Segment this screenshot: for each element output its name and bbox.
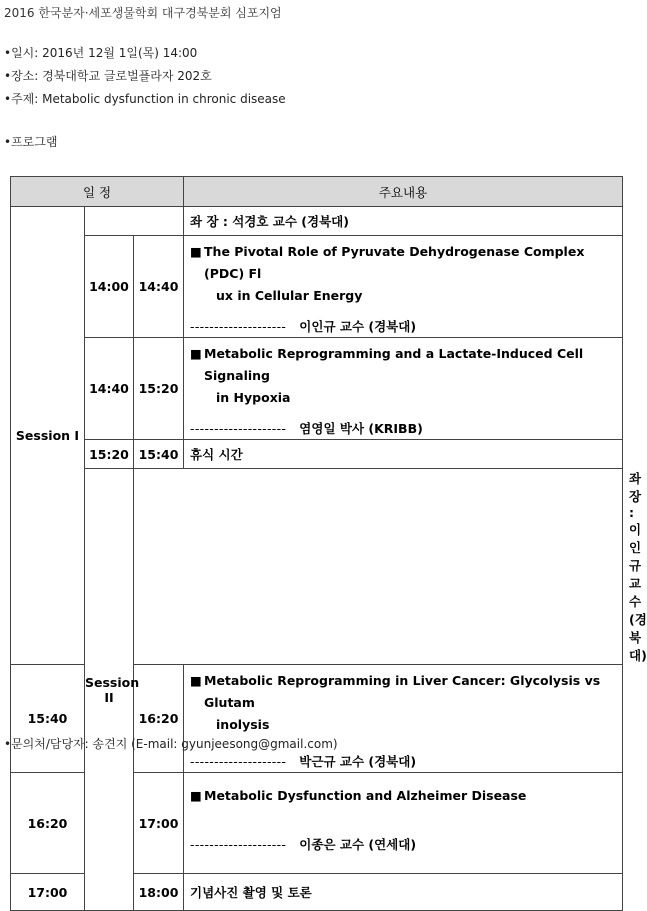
session-chair: 좌 장 : 석경호 교수 (경북대) bbox=[184, 207, 623, 236]
talk-title: ■ Metabolic Dysfunction and Alzheimer Disease bbox=[190, 773, 618, 807]
session-label: Session I bbox=[11, 207, 85, 665]
talk-cell bbox=[184, 236, 623, 338]
start-time: 14:00 bbox=[85, 236, 134, 338]
content-header: 주요내용 bbox=[184, 177, 623, 207]
end-time: 15:20 bbox=[134, 338, 184, 440]
closing-label: 기념사진 촬영 및 토론 bbox=[184, 874, 623, 911]
event-place: •장소: 경북대학교 글로벌플라자 202호 bbox=[4, 69, 212, 83]
talk-speaker: -------------------- 이종은 교수 (연세대) bbox=[190, 837, 417, 852]
talk-cell bbox=[184, 665, 623, 773]
square-bullet-icon: ■ bbox=[190, 788, 202, 803]
start-time: 16:20 bbox=[11, 773, 85, 874]
start-time: 14:40 bbox=[85, 338, 134, 440]
session-label: Session II bbox=[85, 469, 134, 911]
break-label: 휴식 시간 bbox=[184, 440, 623, 469]
document-title: 2016 한국분자·세포생물학회 대구경북분회 심포지엄 bbox=[4, 6, 282, 20]
event-topic: •주제: Metabolic dysfunction in chronic disease bbox=[4, 92, 286, 106]
start-time: 15:20 bbox=[85, 440, 134, 469]
schedule-header: 일 정 bbox=[11, 177, 184, 207]
start-time: 15:40 bbox=[11, 665, 85, 773]
talk-speaker: -------------------- 박근규 교수 (경북대) bbox=[190, 754, 417, 769]
talk-cell bbox=[184, 773, 623, 874]
talk-speaker: -------------------- 염영일 박사 (KRIBB) bbox=[190, 421, 423, 436]
end-time: 16:20 bbox=[134, 665, 184, 773]
talk-title: ■ Metabolic Reprogramming in Liver Cancer: Glycolysis vs Glutam inolysis bbox=[190, 665, 618, 736]
talk-title: ■ The Pivotal Role of Pyruvate Dehydrogenase Complex (PDC) Fl ux in Cellular Energy bbox=[190, 236, 618, 307]
square-bullet-icon: ■ bbox=[190, 673, 202, 688]
end-time: 18:00 bbox=[134, 874, 184, 911]
contact-info: •문의처/담당자: 송견지 (E-mail: gyunjeesong@gmail.com) bbox=[4, 737, 338, 751]
talk-title: ■ Metabolic Reprogramming and a Lactate-Induced Cell Signaling in Hypoxia bbox=[190, 338, 618, 409]
end-time: 14:40 bbox=[134, 236, 184, 338]
end-time: 17:00 bbox=[134, 773, 184, 874]
start-time: 17:00 bbox=[11, 874, 85, 911]
event-date: •일시: 2016년 12월 1일(목) 14:00 bbox=[4, 46, 198, 60]
square-bullet-icon: ■ bbox=[190, 346, 202, 361]
talk-speaker: -------------------- 이인규 교수 (경북대) bbox=[190, 319, 417, 334]
program-heading: •프로그램 bbox=[4, 135, 58, 149]
square-bullet-icon: ■ bbox=[190, 244, 202, 259]
program-table: 일 정 주요내용 Session I 좌 장 : 석경호 교수 (경북대) 14:00 14:40 ■ The Pivotal Role of Pyruvate Dehydrogenase Complex (PDC) Fl ux in Cellular Energy -------------------- 이인규 교수 (경북대) 14:40 15:20 ■ Metabolic Reprogramming and a Lactate-Induced Cell Signaling in Hypoxia -------------------- 염영일 박사 (KRIBB) 15:20 15:40 휴식 시간 Session II 좌 장 : 이인규 교수 (경북대) 15:40 16:20 ■ Metabolic Reprogramming in Liver Cancer: Glycolysis vs Glutam inolysis -------------------- 박근규 교수 (경북대) 16:20 17:00 ■ Metabolic Dysfunction and Alzheimer Disease -------------------- 이종은 교수 (연세대) 17:00 18:00 기념사진 촬영 및 토론 bbox=[10, 176, 623, 911]
end-time: 15:40 bbox=[134, 440, 184, 469]
talk-cell bbox=[184, 338, 623, 440]
